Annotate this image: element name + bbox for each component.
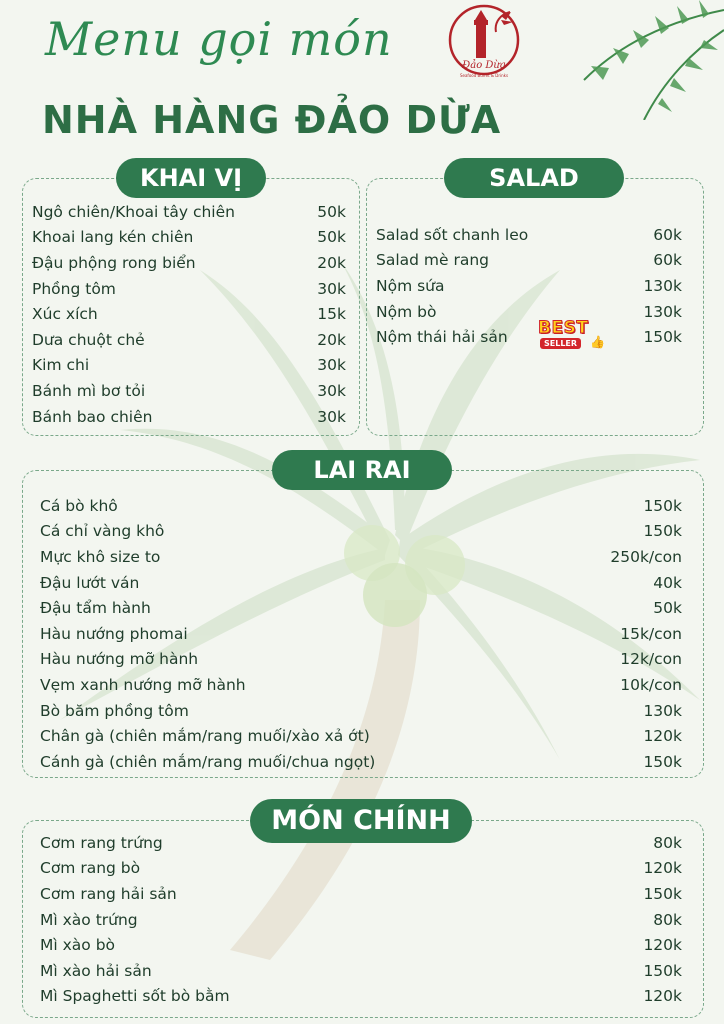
list-item bbox=[40, 595, 682, 621]
item-price: 150k bbox=[643, 328, 682, 347]
item-name: Khoai lang kén chiên bbox=[32, 228, 194, 247]
item-price: 150k bbox=[643, 961, 682, 980]
item-name: Cánh gà (chiên mắm/rang muối/chua ngọt) bbox=[40, 752, 376, 771]
list-item bbox=[40, 493, 682, 519]
item-name: Hàu nướng mỡ hành bbox=[40, 650, 199, 669]
list-item bbox=[376, 324, 682, 350]
item-price: 120k bbox=[643, 987, 682, 1006]
item-name: Mì Spaghetti sốt bò bằm bbox=[40, 987, 230, 1006]
menu-script-title: Menu gọi món bbox=[45, 12, 393, 66]
item-price: 40k bbox=[653, 573, 682, 592]
item-price: 30k bbox=[317, 407, 346, 426]
badge-main-text: BEST bbox=[538, 318, 589, 338]
item-name: Cá bò khô bbox=[40, 496, 118, 515]
item-price: 80k bbox=[653, 910, 682, 929]
item-price: 60k bbox=[653, 225, 682, 244]
list-item bbox=[40, 723, 682, 749]
list-item bbox=[376, 222, 682, 248]
item-name: Dưa chuột chẻ bbox=[32, 330, 145, 349]
salad-list bbox=[376, 222, 682, 350]
list-item bbox=[40, 881, 682, 907]
item-price: 10k/con bbox=[620, 675, 682, 694]
item-name: Bánh mì bơ tỏi bbox=[32, 381, 146, 400]
list-item bbox=[40, 672, 682, 698]
list-item bbox=[40, 647, 682, 673]
item-price: 150k bbox=[643, 752, 682, 771]
item-name: Cơm rang bò bbox=[40, 859, 141, 878]
item-price: 150k bbox=[643, 496, 682, 515]
item-name: Đậu phộng rong biển bbox=[32, 253, 196, 272]
item-price: 50k bbox=[317, 202, 346, 221]
item-price: 30k bbox=[317, 279, 346, 298]
list-item bbox=[40, 749, 682, 775]
item-name: Chân gà (chiên mắm/rang muối/xào xả ớt) bbox=[40, 727, 370, 746]
item-name: Phồng tôm bbox=[32, 279, 116, 298]
list-item bbox=[40, 932, 682, 958]
item-name: Salad mè rang bbox=[376, 251, 490, 270]
item-price: 250k/con bbox=[610, 547, 682, 566]
list-item bbox=[32, 378, 346, 404]
item-name: Bò băm phồng tôm bbox=[40, 701, 189, 720]
lai-rai-title: LAI RAI bbox=[272, 450, 452, 490]
list-item bbox=[32, 250, 346, 276]
list-item bbox=[40, 830, 682, 856]
item-price: 130k bbox=[643, 276, 682, 295]
item-name: Mì xào bò bbox=[40, 936, 116, 955]
item-price: 120k bbox=[643, 936, 682, 955]
list-item bbox=[40, 570, 682, 596]
item-name: Cá chỉ vàng khô bbox=[40, 522, 165, 541]
list-item bbox=[40, 907, 682, 933]
badge-sub-text: SELLER bbox=[540, 338, 581, 349]
item-price: 30k bbox=[317, 356, 346, 375]
item-name: Nộm bò bbox=[376, 302, 437, 321]
item-name: Cơm rang hải sản bbox=[40, 884, 177, 903]
best-seller-badge bbox=[535, 318, 605, 354]
item-price: 15k/con bbox=[620, 624, 682, 643]
list-item bbox=[376, 273, 682, 299]
lai-rai-list bbox=[40, 493, 682, 775]
list-item bbox=[40, 698, 682, 724]
mon-chinh-list bbox=[40, 830, 682, 1009]
list-item bbox=[32, 404, 346, 430]
item-price: 12k/con bbox=[620, 650, 682, 669]
mon-chinh-title: MÓN CHÍNH bbox=[250, 799, 472, 843]
item-price: 60k bbox=[653, 251, 682, 270]
item-price: 15k bbox=[317, 305, 346, 324]
list-item bbox=[32, 301, 346, 327]
item-name: Đậu tẩm hành bbox=[40, 599, 151, 618]
item-name: Mực khô size to bbox=[40, 547, 161, 566]
salad-title: SALAD bbox=[444, 158, 624, 198]
item-name: Nộm sứa bbox=[376, 276, 445, 295]
item-price: 30k bbox=[317, 381, 346, 400]
list-item bbox=[40, 984, 682, 1010]
logo-subtext: Seafood Buffet & Drinks bbox=[459, 73, 509, 78]
item-name: Đậu lướt ván bbox=[40, 573, 140, 592]
item-name: Hàu nướng phomai bbox=[40, 624, 188, 643]
list-item bbox=[32, 199, 346, 225]
item-price: 150k bbox=[643, 884, 682, 903]
item-name: Nộm thái hải sản bbox=[376, 328, 508, 347]
list-item bbox=[40, 958, 682, 984]
item-price: 20k bbox=[317, 330, 346, 349]
item-price: 120k bbox=[643, 859, 682, 878]
list-item bbox=[32, 276, 346, 302]
item-name: Salad sốt chanh leo bbox=[376, 225, 529, 244]
list-item bbox=[40, 519, 682, 545]
item-price: 130k bbox=[643, 701, 682, 720]
list-item bbox=[40, 544, 682, 570]
item-name: Xúc xích bbox=[32, 305, 98, 324]
restaurant-name: NHÀ HÀNG ĐẢO DỪA bbox=[42, 98, 502, 142]
khai-vi-title: KHAI VỊ bbox=[116, 158, 266, 198]
list-item bbox=[376, 299, 682, 325]
item-name: Bánh bao chiên bbox=[32, 407, 153, 426]
list-item bbox=[40, 621, 682, 647]
item-name: Mì xào trứng bbox=[40, 910, 138, 929]
item-price: 50k bbox=[317, 228, 346, 247]
list-item bbox=[376, 248, 682, 274]
item-price: 80k bbox=[653, 833, 682, 852]
item-name: Cơm rang trứng bbox=[40, 833, 163, 852]
item-name: Vẹm xanh nướng mỡ hành bbox=[40, 675, 246, 694]
khai-vi-list bbox=[32, 199, 346, 429]
list-item bbox=[32, 327, 346, 353]
thumbs-up-icon: 👍 bbox=[590, 335, 605, 349]
item-price: 20k bbox=[317, 253, 346, 272]
item-price: 130k bbox=[643, 302, 682, 321]
item-price: 120k bbox=[643, 727, 682, 746]
item-price: 50k bbox=[653, 599, 682, 618]
item-name: Kim chi bbox=[32, 356, 90, 375]
logo-text: Đảo Dừa bbox=[462, 60, 506, 71]
list-item bbox=[32, 225, 346, 251]
list-item bbox=[40, 856, 682, 882]
list-item bbox=[32, 353, 346, 379]
item-name: Mì xào hải sản bbox=[40, 961, 152, 980]
palm-leaf-decoration bbox=[524, 0, 724, 120]
item-price: 150k bbox=[643, 522, 682, 541]
item-name: Ngô chiên/Khoai tây chiên bbox=[32, 202, 235, 221]
